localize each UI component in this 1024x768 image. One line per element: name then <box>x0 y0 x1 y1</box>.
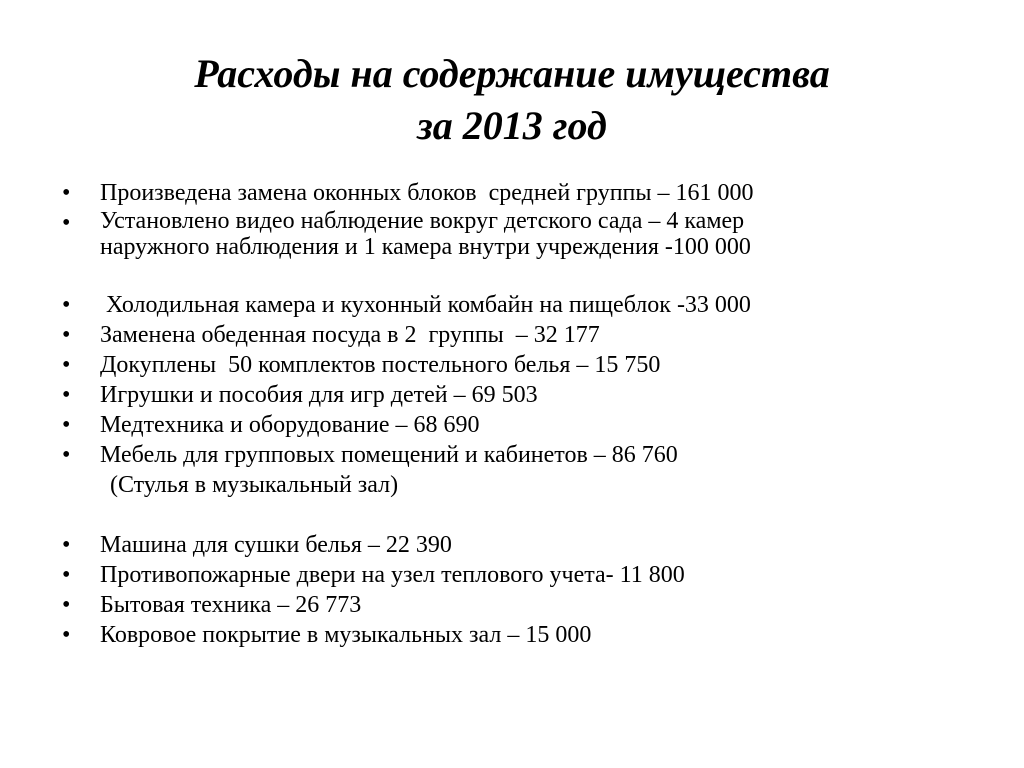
bullet-icon: • <box>62 352 71 378</box>
item-text: Медтехника и оборудование – 68 690 <box>100 412 480 438</box>
bullet-icon: • <box>62 532 71 558</box>
title-line-1: Расходы на содержание имущества <box>194 51 830 96</box>
item-text: Бытовая техника – 26 773 <box>100 592 362 618</box>
item-text-line-2: наружного наблюдения и 1 камера внутри учреждения -100 000 <box>100 234 751 260</box>
list-item <box>62 590 982 620</box>
list-item <box>62 530 982 560</box>
item-text: Произведена замена оконных блоков средней группы – 161 000 <box>100 180 754 206</box>
list-item <box>62 620 982 650</box>
bullet-icon: • <box>62 382 71 408</box>
item-text-line-1: Установлено видео наблюдение вокруг детского сада – 4 камер <box>100 208 745 234</box>
item-text: Машина для сушки белья – 22 390 <box>100 532 452 558</box>
list-item <box>62 290 982 320</box>
list-item <box>62 178 982 208</box>
list-item <box>62 208 982 260</box>
spacer <box>62 260 982 290</box>
item-text: Игрушки и пособия для игр детей – 69 503 <box>100 382 538 408</box>
item-text: Докуплены 50 комплектов постельного белья – 15 750 <box>100 352 661 378</box>
bullet-icon: • <box>62 210 71 236</box>
title-line-2: за 2013 год <box>417 103 607 148</box>
bullet-icon: • <box>62 322 71 348</box>
bullet-icon: • <box>62 442 71 468</box>
bullet-icon: • <box>62 180 71 206</box>
item-text: Противопожарные двери на узел теплового учета- 11 800 <box>100 562 685 588</box>
item-text: Холодильная камера и кухонный комбайн на пищеблок -33 000 <box>100 292 751 318</box>
bullet-icon: • <box>62 412 71 438</box>
bullet-icon: • <box>62 592 71 618</box>
list-item <box>62 380 982 410</box>
list-item <box>62 320 982 350</box>
furniture-note: (Стулья в музыкальный зал) <box>110 472 399 498</box>
bullet-icon: • <box>62 292 71 318</box>
list-item <box>62 350 982 380</box>
item-text: Мебель для групповых помещений и кабинетов – 86 760 <box>100 442 678 468</box>
list-item <box>62 560 982 590</box>
spacer <box>62 500 982 530</box>
item-text: Ковровое покрытие в музыкальных зал – 15 000 <box>100 622 592 648</box>
bullet-icon: • <box>62 622 71 648</box>
list-item <box>62 440 982 470</box>
expense-list <box>62 178 982 650</box>
bullet-icon: • <box>62 562 71 588</box>
item-text: Заменена обеденная посуда в 2 группы – 32 177 <box>100 322 600 348</box>
list-item <box>62 410 982 440</box>
item-text <box>100 208 982 260</box>
slide-title <box>0 48 1024 152</box>
